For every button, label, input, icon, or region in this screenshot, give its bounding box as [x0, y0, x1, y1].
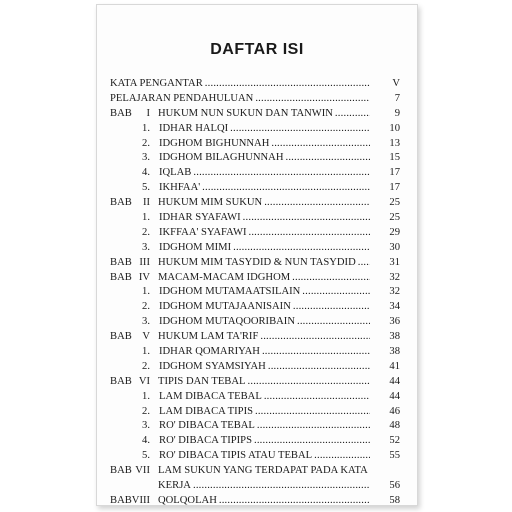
dot-leader [255, 405, 370, 420]
page-number: 32 [389, 271, 400, 283]
dot-leader [255, 92, 370, 107]
dot-leader [268, 360, 370, 375]
toc-entry-title: IDGHOM MUTAMAATSILAIN [159, 286, 301, 298]
toc-row [110, 345, 400, 360]
page-number: 41 [389, 360, 400, 372]
toc-entry-title: IDGHOM MUTAQOORIBAIN [159, 316, 295, 328]
toc-entry-title: LAM DIBACA TEBAL [159, 390, 262, 402]
page-number: 58 [389, 494, 400, 506]
toc-row [110, 285, 400, 300]
table-of-contents [110, 77, 400, 509]
chapter-label [110, 494, 150, 509]
dot-leader [193, 166, 370, 181]
dot-leader [257, 419, 370, 434]
toc-chapter-row [110, 330, 400, 345]
item-number: 3. [142, 420, 150, 432]
item-number: 5. [142, 450, 150, 462]
item-number: 3. [142, 241, 150, 253]
toc-entry-title: IDGHOM MUTAJAANISAIN [159, 301, 291, 313]
toc-entry-title: HUKUM MIM TASYDID & NUN TASYDID [158, 256, 356, 268]
toc-entry-title: IDHAR QOMARIYAH [159, 346, 260, 358]
toc-row [110, 166, 400, 181]
chapter-word: BAB [110, 107, 132, 119]
toc-chapter-row [110, 464, 400, 479]
item-number: 1. [142, 390, 150, 402]
toc-chapter-row [110, 375, 400, 390]
chapter-roman-numeral: V [142, 331, 150, 343]
toc-row [110, 390, 400, 405]
toc-row [110, 122, 400, 137]
chapter-word: BAB [110, 331, 132, 343]
toc-row [110, 419, 400, 434]
page-title: DAFTAR ISI [210, 41, 304, 58]
dot-leader [262, 345, 370, 360]
page-number: 32 [389, 286, 400, 298]
chapter-roman-numeral: III [139, 256, 150, 268]
chapter-label [110, 271, 150, 286]
page-number: 25 [389, 212, 400, 224]
toc-chapter-row [110, 256, 400, 271]
chapter-label [110, 330, 150, 345]
toc-entry-title: PELAJARAN PENDAHULUAN [110, 92, 254, 104]
dot-leader [205, 77, 370, 92]
toc-entry-title: IDGHOM SYAMSIYAH [159, 360, 266, 372]
page-number: 38 [389, 331, 400, 343]
dot-leader [358, 256, 370, 271]
toc-entry-title: IKHFAA' [159, 182, 201, 194]
page-number: V [392, 78, 400, 89]
toc-row [110, 479, 400, 494]
chapter-word: BAB [110, 256, 132, 268]
item-number: 2. [142, 360, 150, 372]
chapter-roman-numeral: VI [138, 375, 150, 387]
dot-leader [297, 315, 370, 330]
page-number: 44 [389, 390, 400, 402]
toc-row [110, 92, 400, 107]
dot-leader [314, 449, 370, 464]
toc-entry-title: MACAM-MACAM IDGHOM [158, 271, 291, 283]
toc-entry-title: IDHAR HALQI [159, 122, 229, 134]
chapter-label [110, 375, 150, 390]
chapter-word: BAB [110, 271, 132, 283]
toc-entry-title: IDGHOM MIMI [159, 241, 232, 253]
page-number: 34 [389, 301, 400, 313]
page-number: 56 [389, 480, 400, 492]
page-number: 10 [389, 122, 400, 134]
dot-leader [271, 137, 370, 152]
item-number: 2. [142, 301, 150, 313]
item-number: 1. [142, 286, 150, 298]
item-number: 3. [142, 316, 150, 328]
chapter-word: BAB [110, 375, 132, 387]
toc-entry-title: IKFFAA' SYAFAWI [159, 226, 247, 238]
chapter-roman-numeral: II [142, 197, 150, 209]
chapter-word: BAB [110, 197, 132, 209]
dot-leader [243, 211, 370, 226]
toc-chapter-row [110, 107, 400, 122]
toc-row [110, 181, 400, 196]
toc-entry-title: RO' DIBACA TEBAL [159, 420, 255, 432]
page-number: 9 [394, 107, 400, 119]
item-number: 2. [142, 405, 150, 417]
page-number: 29 [389, 226, 400, 238]
toc-row [110, 360, 400, 375]
item-number: 4. [142, 167, 150, 179]
dot-leader [264, 390, 370, 405]
page-number: 15 [389, 152, 400, 164]
dot-leader [335, 107, 370, 122]
chapter-roman-numeral: VIII [131, 494, 151, 506]
toc-chapter-row [110, 494, 400, 509]
page-number: 25 [389, 197, 400, 209]
item-number: 2. [142, 226, 150, 238]
toc-entry-title: LAM SUKUN YANG TERDAPAT PADA KATA [158, 465, 368, 477]
chapter-word: BAB [110, 465, 132, 477]
toc-entry-title: QOLQOLAH [158, 494, 217, 506]
toc-entry-title: HUKUM MIM SUKUN [158, 197, 263, 209]
chapter-roman-numeral: VII [135, 465, 150, 477]
toc-entry-title: IQLAB [159, 167, 192, 179]
item-number: 2. [142, 137, 150, 149]
toc-entry-title: HUKUM LAM TA'RIF [158, 331, 259, 343]
toc-row [110, 137, 400, 152]
toc-chapter-row [110, 271, 400, 286]
toc-entry-title: IDGHOM BIGHUNNAH [159, 137, 270, 149]
toc-row [110, 434, 400, 449]
dot-leader [292, 271, 370, 286]
item-number: 4. [142, 435, 150, 447]
toc-row [110, 315, 400, 330]
dot-leader [219, 494, 370, 509]
dot-leader [254, 434, 370, 449]
page-number: 48 [389, 420, 400, 432]
chapter-word: BAB [110, 494, 132, 506]
toc-row [110, 241, 400, 256]
dot-leader [202, 181, 370, 196]
dot-leader [260, 330, 370, 345]
page-number: 7 [394, 92, 400, 104]
chapter-label [110, 196, 150, 211]
dot-leader [248, 226, 370, 241]
toc-entry-title: KERJA [158, 480, 191, 492]
page-number: 44 [389, 375, 400, 387]
chapter-label [110, 107, 150, 122]
page-number: 46 [389, 405, 400, 417]
chapter-label [110, 256, 150, 271]
page-number: 30 [389, 241, 400, 253]
toc-row [110, 405, 400, 420]
chapter-label [110, 464, 150, 479]
toc-entry-title: RO' DIBACA TIPIS ATAU TEBAL [159, 450, 313, 462]
dot-leader [302, 285, 370, 300]
dot-leader [264, 196, 370, 211]
chapter-roman-numeral: IV [138, 271, 150, 283]
toc-row [110, 211, 400, 226]
dot-leader [293, 300, 370, 315]
item-number: 1. [142, 122, 150, 134]
page-number: 31 [389, 256, 400, 268]
item-number: 1. [142, 346, 150, 358]
toc-entry-title: TIPIS DAN TEBAL [158, 375, 246, 387]
toc-row [110, 151, 400, 166]
page-number: 36 [389, 316, 400, 328]
toc-row [110, 226, 400, 241]
toc-entry-title: LAM DIBACA TIPIS [159, 405, 253, 417]
page-number: 17 [389, 167, 400, 179]
toc-entry-title: HUKUM NUN SUKUN DAN TANWIN [158, 107, 333, 119]
dot-leader [230, 122, 370, 137]
toc-entry-title: KATA PENGANTAR [110, 78, 203, 89]
toc-row [110, 449, 400, 464]
dot-leader [285, 151, 370, 166]
toc-entry-title: IDGHOM BILAGHUNNAH [159, 152, 284, 164]
item-number: 3. [142, 152, 150, 164]
chapter-roman-numeral: I [146, 107, 150, 119]
toc-entry-title: RO' DIBACA TIPIPS [159, 435, 252, 447]
book-page [96, 4, 418, 506]
dot-leader [248, 375, 371, 390]
toc-entry-title: IDHAR SYAFAWI [159, 212, 241, 224]
page-number: 13 [389, 137, 400, 149]
toc-row [110, 300, 400, 315]
toc-chapter-row [110, 196, 400, 211]
page-number: 55 [389, 450, 400, 462]
dot-leader [193, 479, 370, 494]
page-number: 52 [389, 435, 400, 447]
page-number: 17 [389, 182, 400, 194]
toc-row [110, 77, 400, 92]
item-number: 5. [142, 182, 150, 194]
page-number: 38 [389, 346, 400, 358]
dot-leader [233, 241, 370, 256]
item-number: 1. [142, 212, 150, 224]
